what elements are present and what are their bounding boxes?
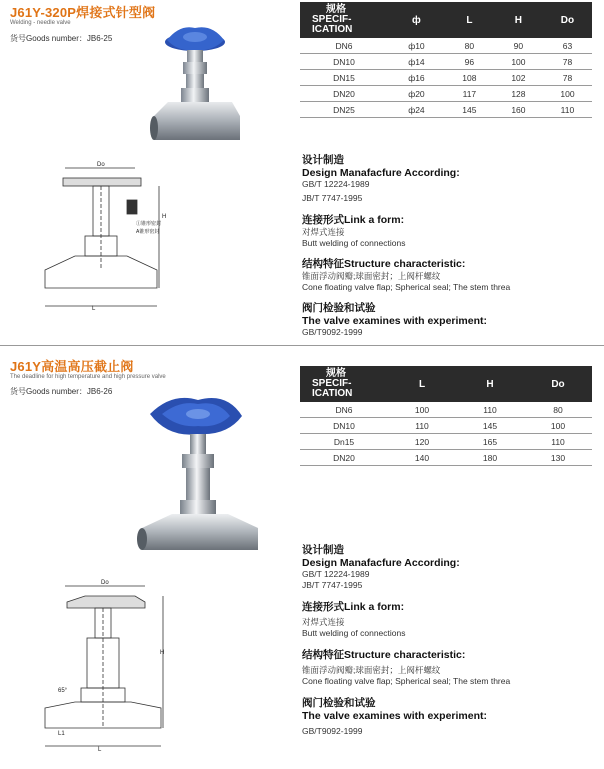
drawing-label-h: H (160, 650, 165, 656)
drawing-label-l1: L1 (58, 731, 65, 737)
link-title: 连接形式Link a form: (302, 214, 405, 226)
product-subtitle: Welding - needle valve (10, 20, 71, 26)
link-cn: 对焊式连接 (302, 617, 345, 627)
product-title: J61Y-320P焊接式针型阀 (10, 5, 156, 20)
col-header: H (456, 366, 524, 402)
section-divider (0, 345, 604, 346)
drawing-label-do: Do (101, 580, 109, 586)
product-title: J61Y高温高压截止阀 (10, 359, 134, 374)
struct-cn: 锥面浮动阀瓣;球面密封；上阀杆螺纹 (302, 665, 441, 675)
drawing-label-l: L (98, 747, 102, 753)
col-header: H (494, 2, 543, 38)
table-row: DN20 140 180 130 (300, 450, 592, 466)
link-en: Butt welding of connections (302, 238, 406, 248)
product-subtitle: The deadline for high temperature and high pressure valve (10, 374, 166, 380)
design-cn: 设计制造 (302, 154, 344, 166)
spec-table-2 (300, 366, 592, 466)
needle-valve-drawing (35, 160, 165, 320)
col-header: L (388, 366, 456, 402)
drawing-note-1: ①锥形密封 (136, 221, 162, 227)
design-std-2: JB/T 7747-1995 (302, 580, 363, 590)
spec-text-block-1 (302, 152, 597, 338)
struct-title: 结构特征Structure characteristic: (302, 649, 466, 661)
goods-number: 货号Goods number：JB6-26 (10, 387, 113, 396)
table-row: DN6 100 110 80 (300, 402, 592, 418)
spec-header: 规格 SPECIF- ICATION (300, 2, 388, 38)
drawing-label-angle: 65° (58, 688, 68, 694)
design-en: Design Manafacfure According: (302, 167, 460, 179)
drawing-label-do: Do (97, 162, 105, 168)
col-header: Do (543, 2, 592, 38)
table-row: DN10 ф14 96 100 78 (300, 54, 592, 70)
link-title: 连接形式Link a form: (302, 601, 405, 613)
spec-text-block-2 (302, 542, 597, 737)
spec-header: 规格 SPECIF- ICATION (300, 366, 388, 402)
drawing-label-h: H (162, 214, 167, 220)
drawing-note-2: A锥形密封 (136, 229, 160, 235)
link-cn: 对焊式连接 (302, 227, 345, 237)
globe-valve-drawing (35, 578, 165, 758)
table-row: DN6 ф10 80 90 63 (300, 38, 592, 54)
exam-std: GB/T9092-1999 (302, 726, 363, 736)
drawing-label-l: L (92, 306, 96, 312)
exam-en: The valve examines with experiment: (302, 710, 487, 722)
struct-title: 结构特征Structure characteristic: (302, 258, 466, 270)
goods-number: 货号Goods number：JB6-25 (10, 34, 113, 43)
col-header: ф (388, 2, 445, 38)
exam-cn: 阀门检验和试验 (302, 697, 376, 709)
table-row: DN25 ф24 145 160 110 (300, 102, 592, 118)
design-cn: 设计制造 (302, 544, 344, 556)
col-header: L (445, 2, 494, 38)
table-row: DN20 ф20 117 128 100 (300, 86, 592, 102)
table-row: Dn15 120 165 110 (300, 434, 592, 450)
col-header: Do (524, 366, 592, 402)
spec-table-1 (300, 2, 592, 118)
struct-en: Cone floating valve flap; Spherical seal; The stem threa (302, 676, 511, 686)
needle-valve-photo (140, 12, 250, 152)
exam-cn: 阀门检验和试验 (302, 302, 376, 314)
table-row: DN10 110 145 100 (300, 418, 592, 434)
design-std-2: JB/T 7747-1995 (302, 193, 363, 203)
struct-en: Cone floating valve flap; Spherical seal; The stem threa (302, 282, 511, 292)
design-std-1: GB/T 12224-1989 (302, 569, 370, 579)
globe-valve-photo (132, 392, 267, 567)
link-en: Butt welding of connections (302, 628, 406, 638)
exam-std: GB/T9092-1999 (302, 327, 363, 337)
design-en: Design Manafacfure According: (302, 557, 460, 569)
exam-en: The valve examines with experiment: (302, 315, 487, 327)
table-row: DN15 ф16 108 102 78 (300, 70, 592, 86)
struct-cn: 锥面浮动阀瓣;球面密封；上阀杆螺纹 (302, 271, 441, 281)
design-std-1: GB/T 12224-1989 (302, 179, 370, 189)
